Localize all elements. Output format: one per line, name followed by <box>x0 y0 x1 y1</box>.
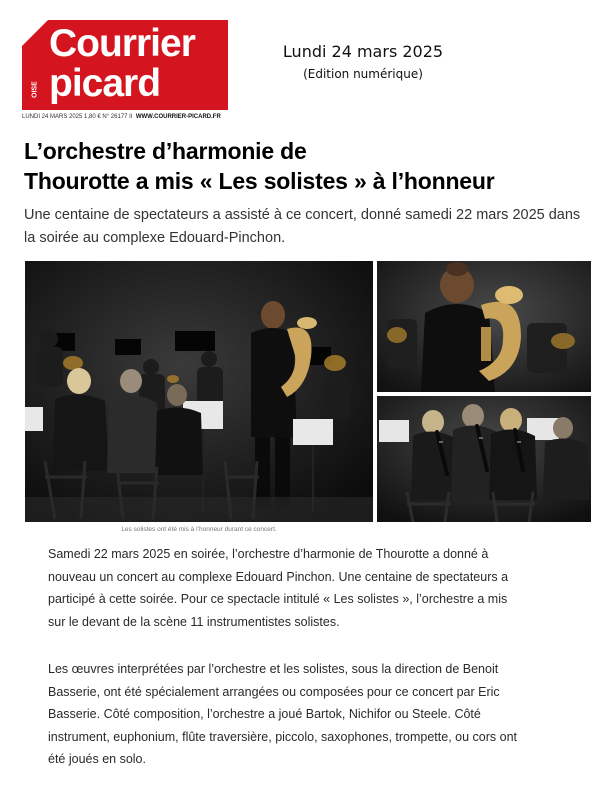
logo-side-text: OISE <box>31 81 39 98</box>
logo-corner-fold <box>22 20 48 46</box>
logo-line-1: Courrier <box>49 22 195 65</box>
edition-label: (Edition numérique) <box>303 67 423 81</box>
courrier-picard-logo <box>22 20 228 110</box>
orchestra-stage-photo <box>25 261 373 522</box>
photo-caption: Les solistes ont été mis à l’honneur durant ce concert. <box>121 526 277 533</box>
publication-date: Lundi 24 mars 2025 <box>282 42 444 61</box>
headline-line-1: L’orchestre d’harmonie de <box>24 138 307 164</box>
issue-date-price: LUNDI 24 MARS 2025 1,80 € N° 26177 II <box>22 114 133 120</box>
website-url: WWW.COURRIER-PICARD.FR <box>135 114 221 120</box>
article-paragraph-1: Samedi 22 mars 2025 en soirée, l’orchestre d’harmonie de Thourotte a donné à nouveau un concert au complexe Edouard Pinchon. Une centaine de spectateurs a participé à cette soirée. Pour ce spectacle intitulé « Les solistes », l’orchestre a mis sur le devant de la scène 11 instrumentistes solistes. <box>48 547 509 629</box>
masthead-info-strip <box>22 112 228 122</box>
article-paragraph-2: Les œuvres interprétées par l’orchestre et les solistes, sous la direction de Benoit Basserie, ont été spécialement arrangées ou composées pour ce concert par Eric Basserie. Côté composition, l’orchestre a joué Bartok, Nichifor ou Steele. Côté instrument, euphonium, flûte traversière, piccolo, saxophones, trompette, ou cors ont été joués en solo. <box>48 662 517 766</box>
logo-line-2: picard <box>49 62 161 105</box>
euphonium-soloist-photo <box>377 261 591 392</box>
article-lead: Une centaine de spectateurs a assisté à ce concert, donné samedi 22 mars 2025 dans la soirée au complexe Edouard-Pinchon. <box>24 207 581 246</box>
headline-line-2: Thourotte a mis « Les solistes » à l’honneur <box>24 168 495 194</box>
clarinet-section-photo <box>377 396 591 522</box>
article-headline <box>24 136 594 196</box>
